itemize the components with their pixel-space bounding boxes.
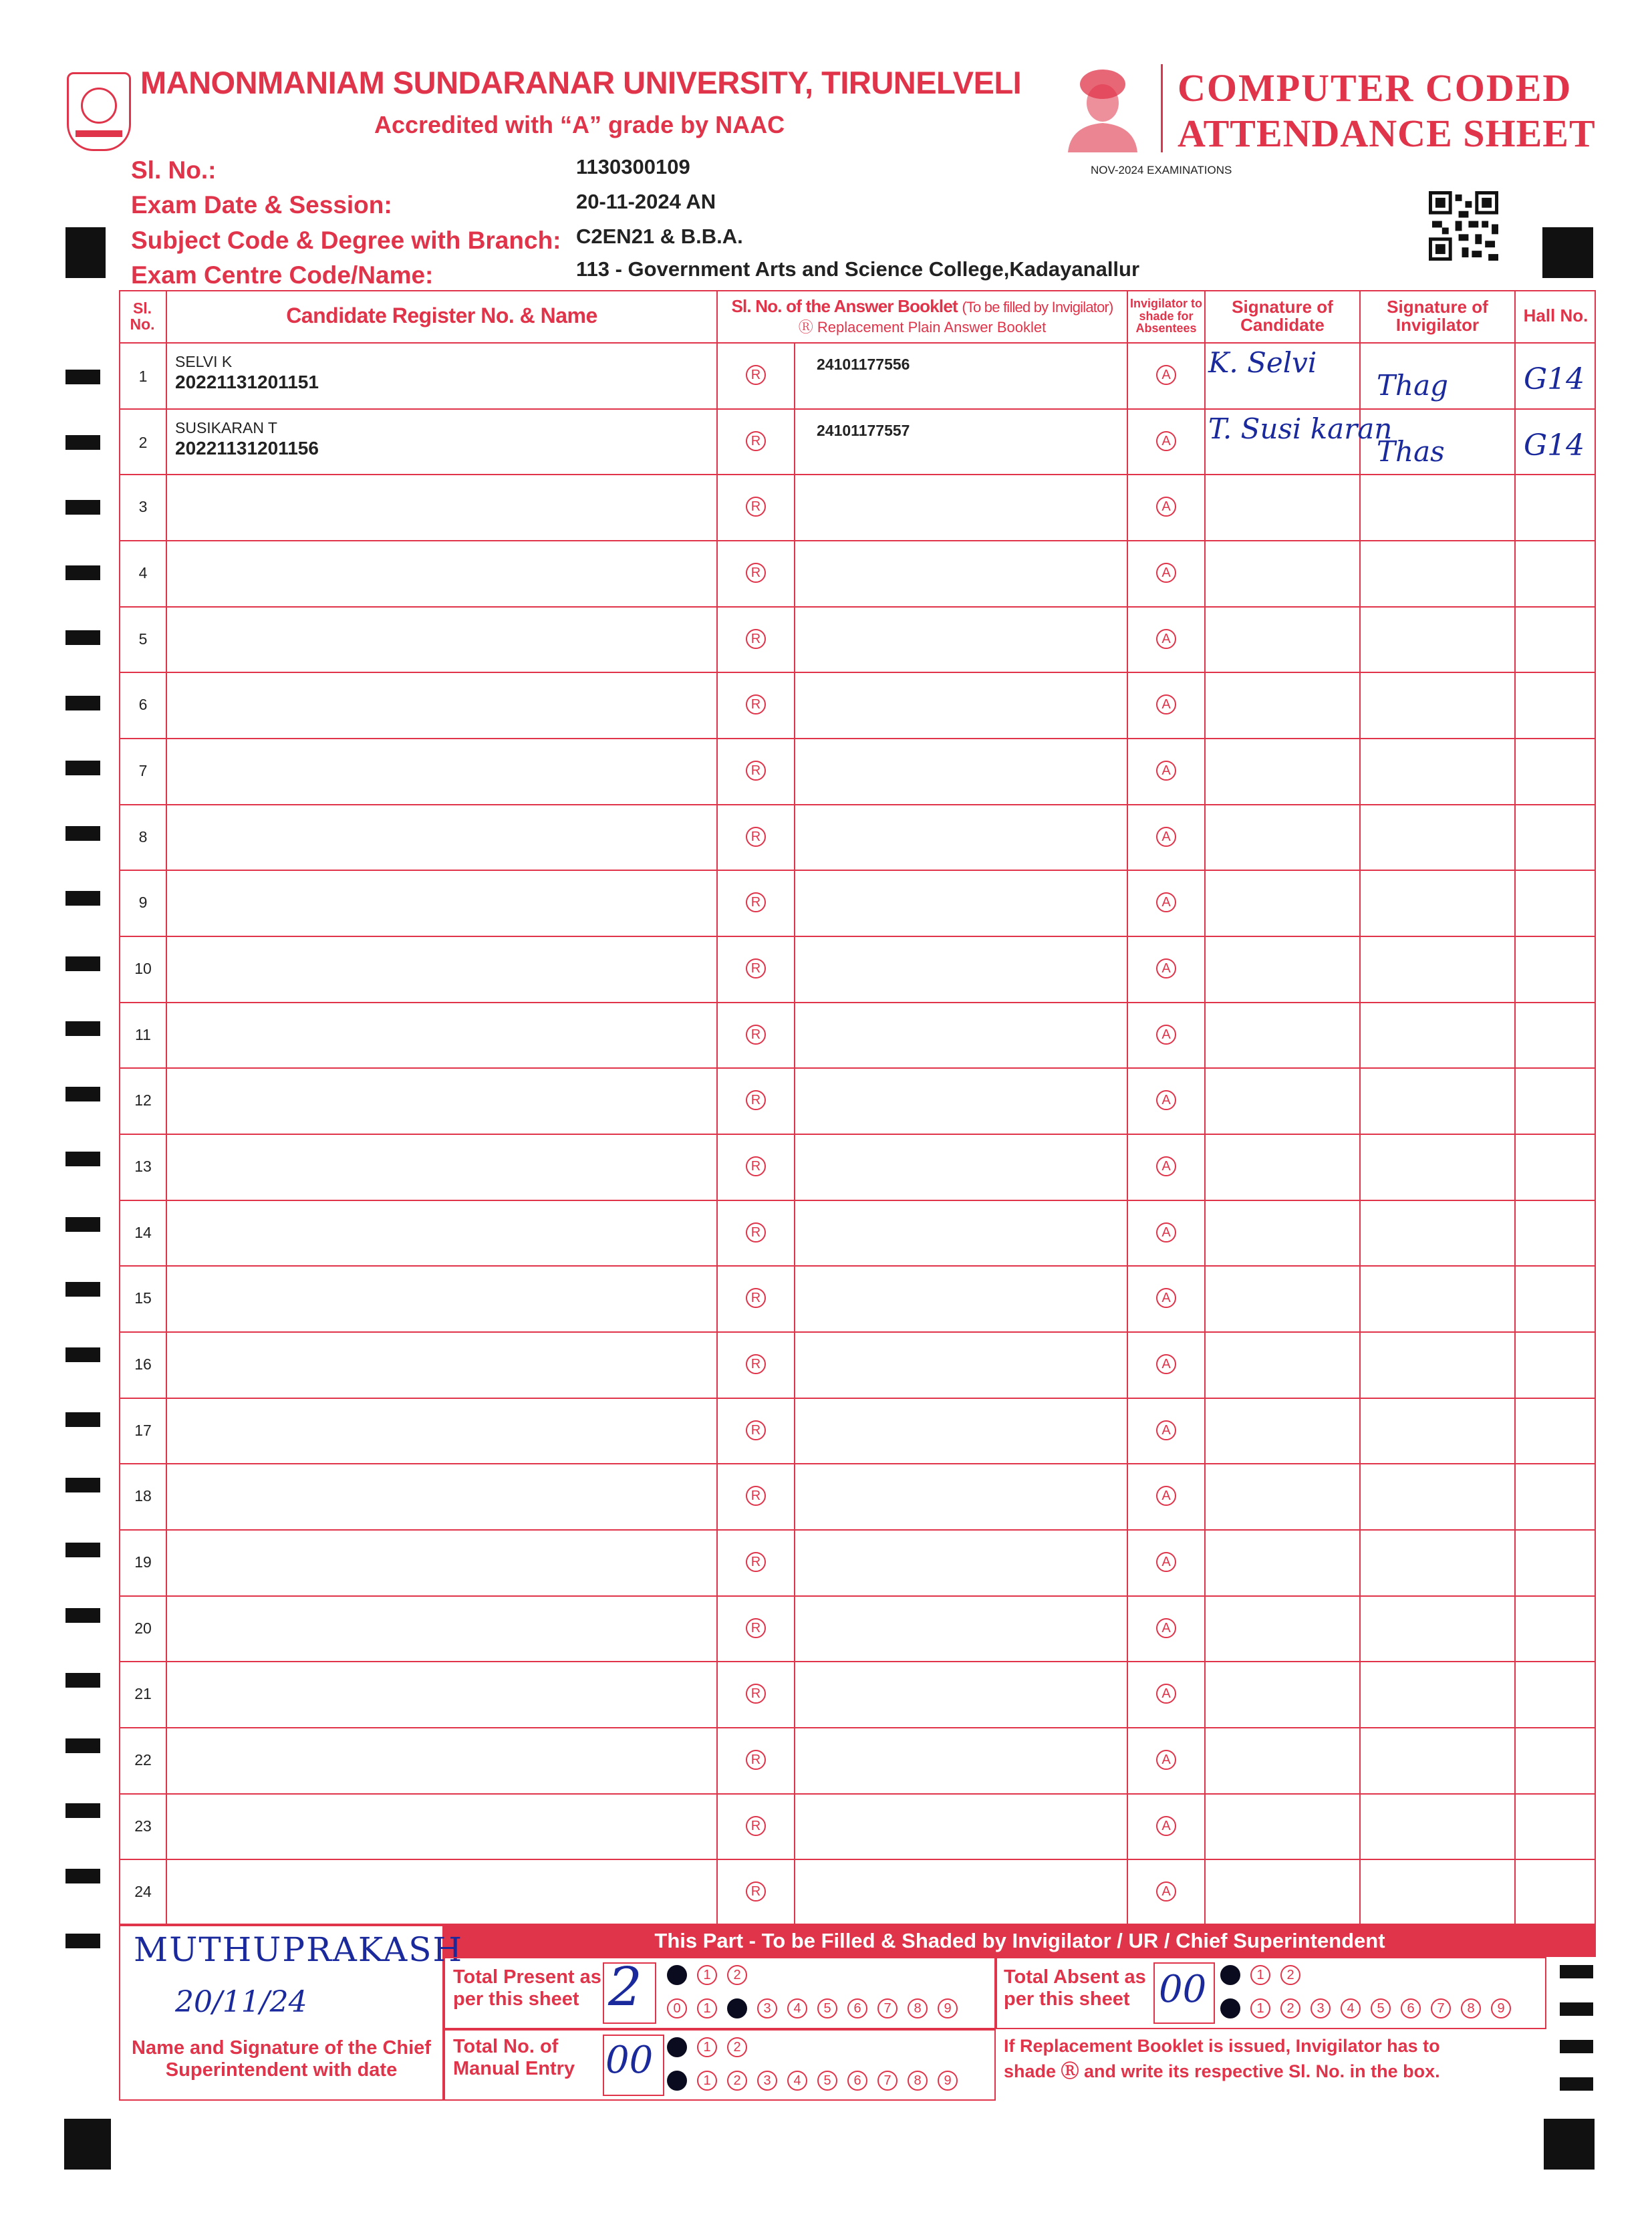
- row-number: 5: [138, 630, 148, 648]
- present-tens-bubble[interactable]: 1: [697, 1965, 717, 1985]
- timing-mark: [1542, 227, 1593, 278]
- absentee-bubble[interactable]: A: [1156, 1222, 1176, 1243]
- invigilator-signature: Thag: [1377, 369, 1448, 402]
- absent-tens-bubble[interactable]: [1220, 1965, 1240, 1985]
- candidate-signature: T. Susi karan: [1208, 412, 1393, 445]
- absentee-bubble[interactable]: A: [1156, 1486, 1176, 1506]
- absentee-bubble[interactable]: A: [1156, 1420, 1176, 1440]
- exam-date-label: Exam Date & Session:: [131, 191, 392, 219]
- absentee-bubble[interactable]: A: [1156, 958, 1176, 978]
- row-number: 22: [134, 1751, 152, 1769]
- absentee-bubble[interactable]: A: [1156, 1552, 1176, 1572]
- absentee-bubble[interactable]: A: [1156, 563, 1176, 583]
- row-number: 4: [138, 564, 148, 581]
- candidate-signature: K. Selvi: [1208, 346, 1317, 379]
- manual-units-bubble[interactable]: 7: [877, 2071, 898, 2091]
- total-absent-value: 00: [1159, 1968, 1207, 2011]
- timing-mark: [64, 2119, 111, 2170]
- row-divider: [119, 1331, 1596, 1333]
- replacement-bubble[interactable]: R: [746, 629, 766, 649]
- timing-mark: [65, 761, 100, 775]
- timing-mark: [65, 956, 100, 971]
- row-divider: [119, 1463, 1596, 1464]
- row-divider: [119, 870, 1596, 871]
- row-divider: [119, 1529, 1596, 1531]
- replacement-bubble[interactable]: R: [746, 958, 766, 978]
- manual-tens-bubble[interactable]: 1: [697, 2037, 717, 2057]
- timing-mark: [65, 370, 100, 384]
- absent-units-bubble[interactable]: 9: [1491, 1998, 1511, 2018]
- manual-units-bubble[interactable]: 5: [817, 2071, 837, 2091]
- timing-mark: [65, 1608, 100, 1623]
- total-present-label: Total Present as per this sheet: [453, 1966, 601, 2010]
- absent-units-bubble[interactable]: 4: [1341, 1998, 1361, 2018]
- row-divider: [119, 342, 1596, 344]
- replacement-bubble[interactable]: R: [746, 1486, 766, 1506]
- row-divider: [119, 408, 1596, 410]
- candidate-name: SELVI K: [175, 353, 233, 370]
- absent-units-bubble[interactable]: 5: [1371, 1998, 1391, 2018]
- row-divider: [119, 1134, 1596, 1135]
- attendance-table: [119, 290, 1596, 1925]
- row-number: 14: [134, 1223, 152, 1241]
- timing-mark: [65, 1412, 100, 1427]
- absentee-bubble[interactable]: A: [1156, 694, 1176, 714]
- hall-number: G14: [1524, 428, 1585, 463]
- row-number: 8: [138, 827, 148, 845]
- row-number: 24: [134, 1883, 152, 1901]
- absentee-bubble[interactable]: A: [1156, 761, 1176, 781]
- present-units-bubble[interactable]: 3: [757, 1998, 777, 2018]
- timing-mark: [65, 565, 100, 580]
- row-number: 18: [134, 1487, 152, 1505]
- row-divider: [119, 1200, 1596, 1201]
- timing-mark: [1560, 1965, 1593, 1978]
- row-number: 3: [138, 498, 148, 516]
- replacement-bubble[interactable]: R: [746, 365, 766, 385]
- row-divider: [119, 1793, 1596, 1795]
- replacement-note-1: If Replacement Booklet is issued, Invigilator has to: [1004, 2036, 1440, 2056]
- absentee-bubble[interactable]: A: [1156, 629, 1176, 649]
- present-units-bubble[interactable]: 5: [817, 1998, 837, 2018]
- timing-mark: [65, 1021, 100, 1036]
- timing-mark: [65, 696, 100, 710]
- row-divider: [119, 804, 1596, 805]
- timing-mark: [65, 1152, 100, 1166]
- row-number: 15: [134, 1289, 152, 1307]
- replacement-bubble[interactable]: R: [746, 892, 766, 912]
- row-number: 9: [138, 894, 148, 912]
- absentee-bubble[interactable]: A: [1156, 892, 1176, 912]
- footer-band: This Part - To be Filled & Shaded by Invigilator / UR / Chief Superintendent: [444, 1925, 1596, 1957]
- absent-tens-bubble[interactable]: 1: [1250, 1965, 1270, 1985]
- absentee-bubble[interactable]: A: [1156, 1618, 1176, 1638]
- manual-units-bubble[interactable]: 6: [847, 2071, 867, 2091]
- col-header-absentees: Invigilator to shade for Absentees: [1130, 296, 1202, 336]
- candidate-reg-no: 20221131201156: [175, 437, 319, 459]
- exam-date-value: 20-11-2024 AN: [576, 190, 716, 213]
- centre-label: Exam Centre Code/Name:: [131, 261, 434, 289]
- manual-units-bubble[interactable]: 4: [787, 2071, 807, 2091]
- candidate-name: SUSIKARAN T: [175, 418, 277, 436]
- centre-value: 113 - Government Arts and Science College,Kadayanallur: [576, 257, 1140, 281]
- chief-sig-handwritten: 20/11/24: [175, 1985, 307, 2019]
- timing-mark: [65, 630, 100, 645]
- timing-mark: [65, 1282, 100, 1297]
- manual-entry-label: Total No. of Manual Entry: [453, 2036, 575, 2080]
- total-absent-label: Total Absent as per this sheet: [1004, 1966, 1146, 2010]
- replacement-bubble[interactable]: R: [746, 1684, 766, 1704]
- replacement-bubble[interactable]: R: [746, 1156, 766, 1176]
- timing-mark: [1560, 2040, 1593, 2053]
- invigilator-signature: Thas: [1377, 434, 1445, 468]
- replacement-bubble[interactable]: R: [746, 497, 766, 517]
- present-units-bubble[interactable]: 6: [847, 1998, 867, 2018]
- absent-units-bubble[interactable]: 1: [1250, 1998, 1270, 2018]
- row-number: 23: [134, 1817, 152, 1835]
- replacement-bubble[interactable]: R: [746, 1552, 766, 1572]
- absent-units-bubble[interactable]: [1220, 1998, 1240, 2018]
- replacement-bubble[interactable]: R: [746, 694, 766, 714]
- manual-units-bubble[interactable]: 3: [757, 2071, 777, 2091]
- row-divider: [119, 474, 1596, 475]
- total-present-value: 2: [608, 1956, 642, 2018]
- timing-mark: [1560, 2077, 1593, 2091]
- absentee-bubble[interactable]: A: [1156, 1750, 1176, 1770]
- replacement-bubble[interactable]: R: [746, 1090, 766, 1110]
- absent-tens-bubble[interactable]: 2: [1280, 1965, 1300, 1985]
- timing-mark: [65, 435, 100, 450]
- timing-mark: [65, 826, 100, 841]
- sheet-title-line1: COMPUTER CODED: [1178, 66, 1572, 110]
- replacement-bubble[interactable]: R: [746, 827, 766, 847]
- timing-mark: [65, 1087, 100, 1101]
- row-number: 16: [134, 1355, 152, 1374]
- row-number: 20: [134, 1619, 152, 1637]
- row-number: 10: [134, 960, 152, 978]
- replacement-bubble[interactable]: R: [746, 1288, 766, 1308]
- row-divider: [119, 1727, 1596, 1728]
- timing-mark: [1544, 2119, 1595, 2170]
- row-divider: [119, 1398, 1596, 1399]
- timing-mark: [65, 1803, 100, 1818]
- manual-units-bubble[interactable]: 9: [938, 2071, 958, 2091]
- present-units-bubble[interactable]: 4: [787, 1998, 807, 2018]
- replacement-bubble[interactable]: R: [746, 1420, 766, 1440]
- timing-mark: [65, 1478, 100, 1492]
- replacement-bubble[interactable]: R: [746, 1618, 766, 1638]
- qr-code-icon: [1429, 191, 1498, 261]
- present-units-bubble[interactable]: 8: [908, 1998, 928, 2018]
- absentee-bubble[interactable]: A: [1156, 1816, 1176, 1836]
- manual-units-bubble[interactable]: 1: [697, 2071, 717, 2091]
- col-header-candidate: Candidate Register No. & Name: [286, 303, 597, 328]
- replacement-bubble[interactable]: R: [746, 1881, 766, 1902]
- sheet-title-line2: ATTENDANCE SHEET: [1178, 112, 1596, 155]
- candidate-reg-no: 20221131201151: [175, 372, 319, 392]
- timing-mark: [65, 500, 100, 515]
- absent-units-bubble[interactable]: 2: [1280, 1998, 1300, 2018]
- row-divider: [119, 1595, 1596, 1597]
- absent-units-bubble[interactable]: 8: [1461, 1998, 1481, 2018]
- present-units-bubble[interactable]: 7: [877, 1998, 898, 2018]
- absentee-bubble[interactable]: A: [1156, 1025, 1176, 1045]
- subject-value: C2EN21 & B.B.A.: [576, 225, 743, 248]
- timing-mark: [65, 1543, 100, 1557]
- timing-mark: [65, 1934, 100, 1948]
- exam-session-label: NOV-2024 EXAMINATIONS: [1091, 164, 1232, 176]
- booklet-header-main: Sl. No. of the Answer Booklet: [731, 295, 958, 316]
- booklet-number: 24101177557: [817, 421, 910, 439]
- absentee-bubble[interactable]: A: [1156, 497, 1176, 517]
- accreditation: Accredited with “A” grade by NAAC: [374, 111, 785, 138]
- row-number: 21: [134, 1685, 152, 1703]
- replacement-bubble[interactable]: R: [746, 761, 766, 781]
- replacement-bubble[interactable]: R: [746, 1750, 766, 1770]
- booklet-number: 24101177556: [817, 356, 910, 373]
- timing-mark: [65, 227, 106, 278]
- row-divider: [119, 606, 1596, 608]
- absentee-bubble[interactable]: A: [1156, 365, 1176, 385]
- present-units-bubble[interactable]: [727, 1998, 747, 2018]
- row-number: 12: [134, 1091, 152, 1110]
- col-header-hall: Hall No.: [1523, 305, 1589, 326]
- row-divider: [119, 1265, 1596, 1267]
- portrait-icon: [1063, 61, 1143, 152]
- replacement-bubble[interactable]: R: [746, 1222, 766, 1243]
- row-number: 17: [134, 1421, 152, 1439]
- col-header-sig-candidate: Signature of Candidate: [1232, 296, 1333, 335]
- row-number: 11: [135, 1025, 151, 1043]
- subject-label: Subject Code & Degree with Branch:: [131, 227, 561, 254]
- manual-units-bubble[interactable]: [667, 2071, 687, 2091]
- row-number: 1: [138, 368, 148, 385]
- manual-units-bubble[interactable]: 2: [727, 2071, 747, 2091]
- replacement-bubble[interactable]: R: [746, 1816, 766, 1836]
- col-header-sl-no: Sl. No.: [130, 299, 155, 333]
- manual-units-bubble[interactable]: 8: [908, 2071, 928, 2091]
- university-name: MANONMANIAM SUNDARANAR UNIVERSITY, TIRUNELVELI: [140, 65, 1022, 100]
- timing-mark: [65, 1217, 100, 1232]
- booklet-header-sub: Ⓡ Replacement Plain Answer Booklet: [798, 319, 1047, 336]
- chief-label: Name and Signature of the Chief Superintendent with date: [132, 2037, 431, 2081]
- row-divider: [119, 936, 1596, 937]
- timing-mark: [1560, 2002, 1593, 2016]
- row-number: 19: [134, 1553, 152, 1571]
- col-header-sig-invigilator: Signature of Invigilator: [1387, 296, 1488, 335]
- absentee-bubble[interactable]: A: [1156, 1090, 1176, 1110]
- absent-units-bubble[interactable]: 6: [1401, 1998, 1421, 2018]
- replacement-bubble[interactable]: R: [746, 1354, 766, 1374]
- hall-number: G14: [1524, 362, 1585, 396]
- sl-no-value: 1130300109: [576, 155, 690, 178]
- absentee-bubble[interactable]: A: [1156, 431, 1176, 451]
- row-number: 6: [138, 696, 148, 714]
- absentee-bubble[interactable]: A: [1156, 1684, 1176, 1704]
- present-units-bubble[interactable]: 9: [938, 1998, 958, 2018]
- sl-no-label: Sl. No.:: [131, 156, 217, 184]
- row-number: 2: [138, 433, 148, 451]
- row-divider: [119, 1002, 1596, 1003]
- absentee-bubble[interactable]: A: [1156, 1288, 1176, 1308]
- absent-units-bubble[interactable]: 3: [1311, 1998, 1331, 2018]
- absentee-bubble[interactable]: A: [1156, 827, 1176, 847]
- absentee-bubble[interactable]: A: [1156, 1881, 1176, 1902]
- present-tens-bubble[interactable]: 2: [727, 1965, 747, 1985]
- row-divider: [119, 1859, 1596, 1860]
- row-number: 13: [134, 1158, 152, 1176]
- row-divider: [119, 672, 1596, 673]
- row-divider: [119, 738, 1596, 739]
- present-units-bubble[interactable]: 0: [667, 1998, 687, 2018]
- timing-mark: [65, 1738, 100, 1753]
- replacement-note-2: shade Ⓡ and write its respective Sl. No. in the box.: [1004, 2061, 1440, 2081]
- absentee-bubble[interactable]: A: [1156, 1354, 1176, 1374]
- manual-tens-bubble[interactable]: [667, 2037, 687, 2057]
- present-units-bubble[interactable]: 1: [697, 1998, 717, 2018]
- manual-entry-value: 00: [605, 2039, 654, 2082]
- replacement-bubble[interactable]: R: [746, 1025, 766, 1045]
- replacement-bubble[interactable]: R: [746, 431, 766, 451]
- timing-mark: [65, 891, 100, 906]
- row-divider: [119, 540, 1596, 541]
- absentee-bubble[interactable]: A: [1156, 1156, 1176, 1176]
- booklet-header-note: (To be filled by Invigilator): [962, 298, 1113, 315]
- chief-name-handwritten: MUTHUPRAKASH: [134, 1930, 464, 1969]
- row-divider: [119, 1661, 1596, 1662]
- row-number: 7: [138, 762, 148, 780]
- row-divider: [119, 1067, 1596, 1069]
- university-crest-icon: [67, 72, 131, 151]
- replacement-bubble[interactable]: R: [746, 563, 766, 583]
- present-tens-bubble[interactable]: [667, 1965, 687, 1985]
- timing-mark: [65, 1347, 100, 1362]
- col-header-booklet: [718, 290, 1127, 342]
- timing-mark: [65, 1869, 100, 1883]
- absent-units-bubble[interactable]: 7: [1431, 1998, 1451, 2018]
- manual-tens-bubble[interactable]: 2: [727, 2037, 747, 2057]
- timing-mark: [65, 1673, 100, 1688]
